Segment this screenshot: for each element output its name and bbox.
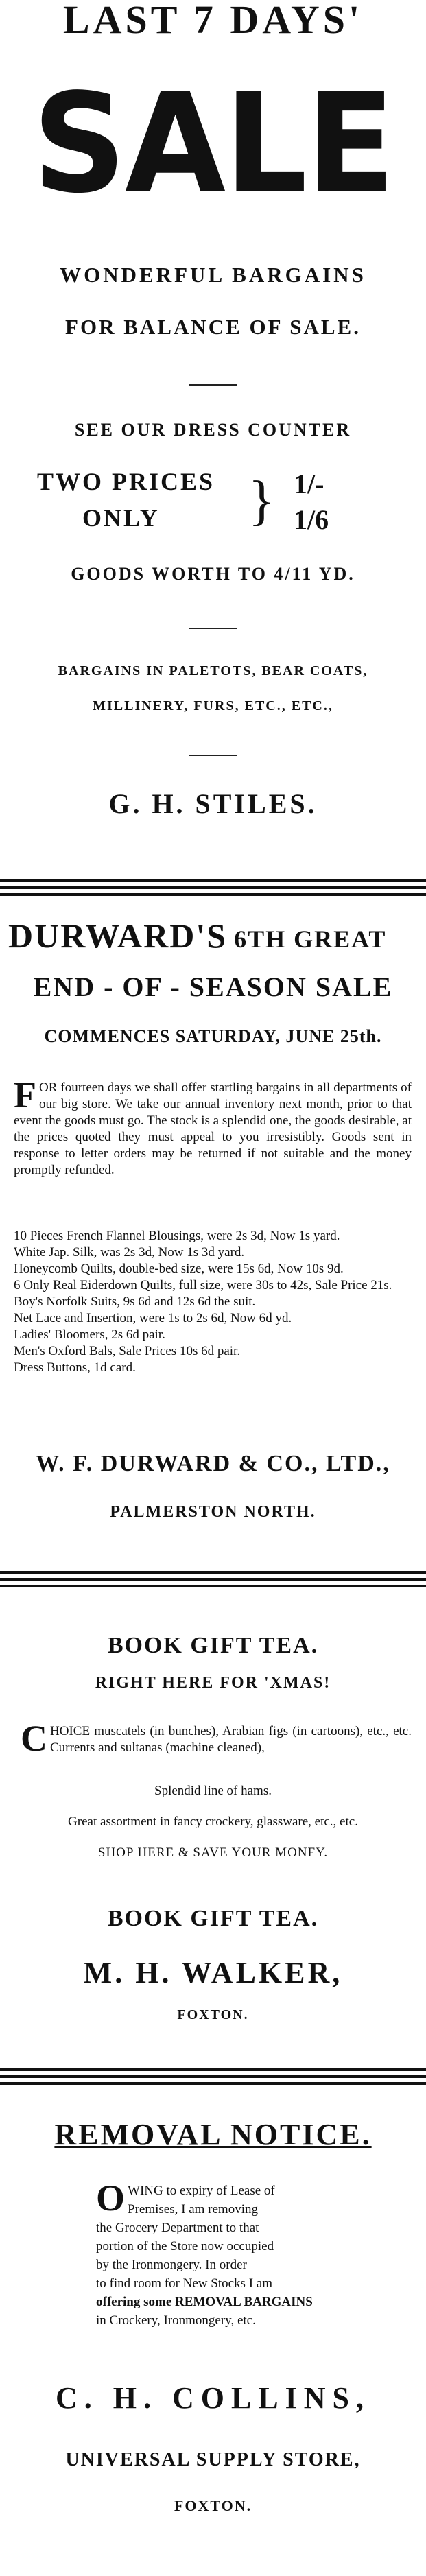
list-item: Boy's Norfolk Suits, 9s 6d and 12s 6d the suit. xyxy=(14,1295,256,1309)
balance-of-sale: FOR BALANCE OF SALE. xyxy=(65,315,361,339)
divider xyxy=(189,628,237,629)
durward-firm: W. F. DURWARD & CO., LTD., xyxy=(36,1451,390,1476)
body-line: in Crockery, Ironmongery, etc. xyxy=(96,2313,256,2328)
choice-paragraph xyxy=(21,1718,412,1759)
drop-cap: O xyxy=(96,2177,126,2219)
body-line: WING to expiry of Lease of xyxy=(128,2184,275,2198)
body-line: portion of the Store now occupied xyxy=(96,2239,274,2254)
durward-price-list xyxy=(14,1228,412,1376)
collins-firm: C. H. COLLINS, xyxy=(55,2381,371,2415)
wonderful-bargains: WONDERFUL BARGAINS xyxy=(60,263,366,287)
body-line: the Grocery Department to that xyxy=(96,2221,259,2235)
sale-headline: SALE xyxy=(32,64,394,224)
stiles-signature: G. H. STILES. xyxy=(108,788,318,819)
list-item: 6 Only Real Eiderdown Quilts, full size, were 30s to 42s, Sale Price 21s. xyxy=(14,1278,392,1292)
column-rule xyxy=(0,2068,426,2089)
shop-here-line: SHOP HERE & SAVE YOUR MONFY. xyxy=(97,1845,329,1860)
removal-body xyxy=(96,2177,343,2330)
only-label: ONLY xyxy=(82,504,160,532)
bargains-line-one: BARGAINS IN PALETOTS, BEAR COATS, xyxy=(58,663,368,678)
divider xyxy=(189,755,237,756)
body-line: by the Ironmongery. In order xyxy=(96,2258,247,2272)
last-seven-days-headline: LAST 7 DAYS' xyxy=(62,0,364,42)
walker-firm: M. H. WALKER, xyxy=(83,1956,343,1989)
list-item: Ladies' Bloomers, 2s 6d pair. xyxy=(14,1327,165,1342)
dress-counter: SEE OUR DRESS COUNTER xyxy=(74,420,352,440)
foxton-walker: FOXTON. xyxy=(177,2007,249,2022)
divider xyxy=(189,384,237,386)
intro-text: OR fourteen days we shall offer startling bargains in all departments of our big store. We take our annual inventory next month, prior to that event the goods must go. The stock is a splendid one, the goods desirable, at the prices quoted they must appeal to you irresistibly. Goods sent in response to letter orders may be returned if not suitable and the money promptly refunded. xyxy=(14,1080,412,1177)
choice-text: HOICE muscatels (in bunches), Arabian figs (in cartoons), etc., etc. Currents and sultanas (machine cleaned), xyxy=(50,1724,412,1755)
universal-supply-store: UNIVERSAL SUPPLY STORE, xyxy=(65,2449,361,2470)
list-item: White Jap. Silk, was 2s 3d, Now 1s 3d yard. xyxy=(14,1245,245,1260)
commences-saturday: COMMENCES SATURDAY, JUNE 25th. xyxy=(44,1026,382,1046)
sixth-great: 6TH GREAT xyxy=(234,925,387,953)
palmerston-north: PALMERSTON NORTH. xyxy=(110,1503,316,1521)
right-here-for-xmas: RIGHT HERE FOR 'XMAS! xyxy=(95,1674,331,1692)
assortment-line: Great assortment in fancy crockery, glassware, etc., etc. xyxy=(68,1815,358,1829)
durwards-name: DURWARD'S xyxy=(8,917,228,955)
list-item: Dress Buttons, 1d card. xyxy=(14,1360,136,1375)
body-line: Premises, I am removing xyxy=(128,2202,258,2217)
two-prices-label: TWO PRICES xyxy=(37,468,215,495)
column-rule xyxy=(0,879,426,900)
price-one: 1/- xyxy=(294,469,324,499)
list-item: Net Lace and Insertion, were 1s to 2s 6d, Now 6d yd. xyxy=(14,1311,292,1325)
column-rule xyxy=(0,1571,426,1592)
goods-worth: GOODS WORTH TO 4/11 YD. xyxy=(71,564,355,584)
body-line: to find room for New Stocks I am xyxy=(96,2276,272,2291)
book-gift-tea-title: BOOK GIFT TEA. xyxy=(107,1633,319,1658)
end-of-season-sale: END - OF - SEASON SALE xyxy=(33,971,393,1002)
book-gift-tea-repeat: BOOK GIFT TEA. xyxy=(107,1906,319,1931)
drop-cap: C xyxy=(21,1718,47,1759)
bargains-line-two: MILLINERY, FURS, ETC., ETC., xyxy=(93,698,333,713)
price-two: 1/6 xyxy=(294,504,329,535)
brace-mark: } xyxy=(248,471,275,531)
list-item: 10 Pieces French Flannel Blousings, were 2s 3d, Now 1s yard. xyxy=(14,1229,340,1243)
list-item: Honeycomb Quilts, double-bed size, were 15s 6d, Now 10s 9d. xyxy=(14,1262,344,1276)
drop-cap: F xyxy=(14,1074,36,1115)
durwards-title xyxy=(8,916,420,956)
durward-intro xyxy=(14,1074,412,1179)
hams-line: Splendid line of hams. xyxy=(154,1784,272,1798)
list-item: Men's Oxford Bals, Sale Prices 10s 6d pair. xyxy=(14,1344,241,1358)
foxton-collins: FOXTON. xyxy=(174,2497,252,2514)
removal-notice-title: REMOVAL NOTICE. xyxy=(54,2118,372,2151)
body-line: offering some REMOVAL BARGAINS xyxy=(96,2295,313,2309)
